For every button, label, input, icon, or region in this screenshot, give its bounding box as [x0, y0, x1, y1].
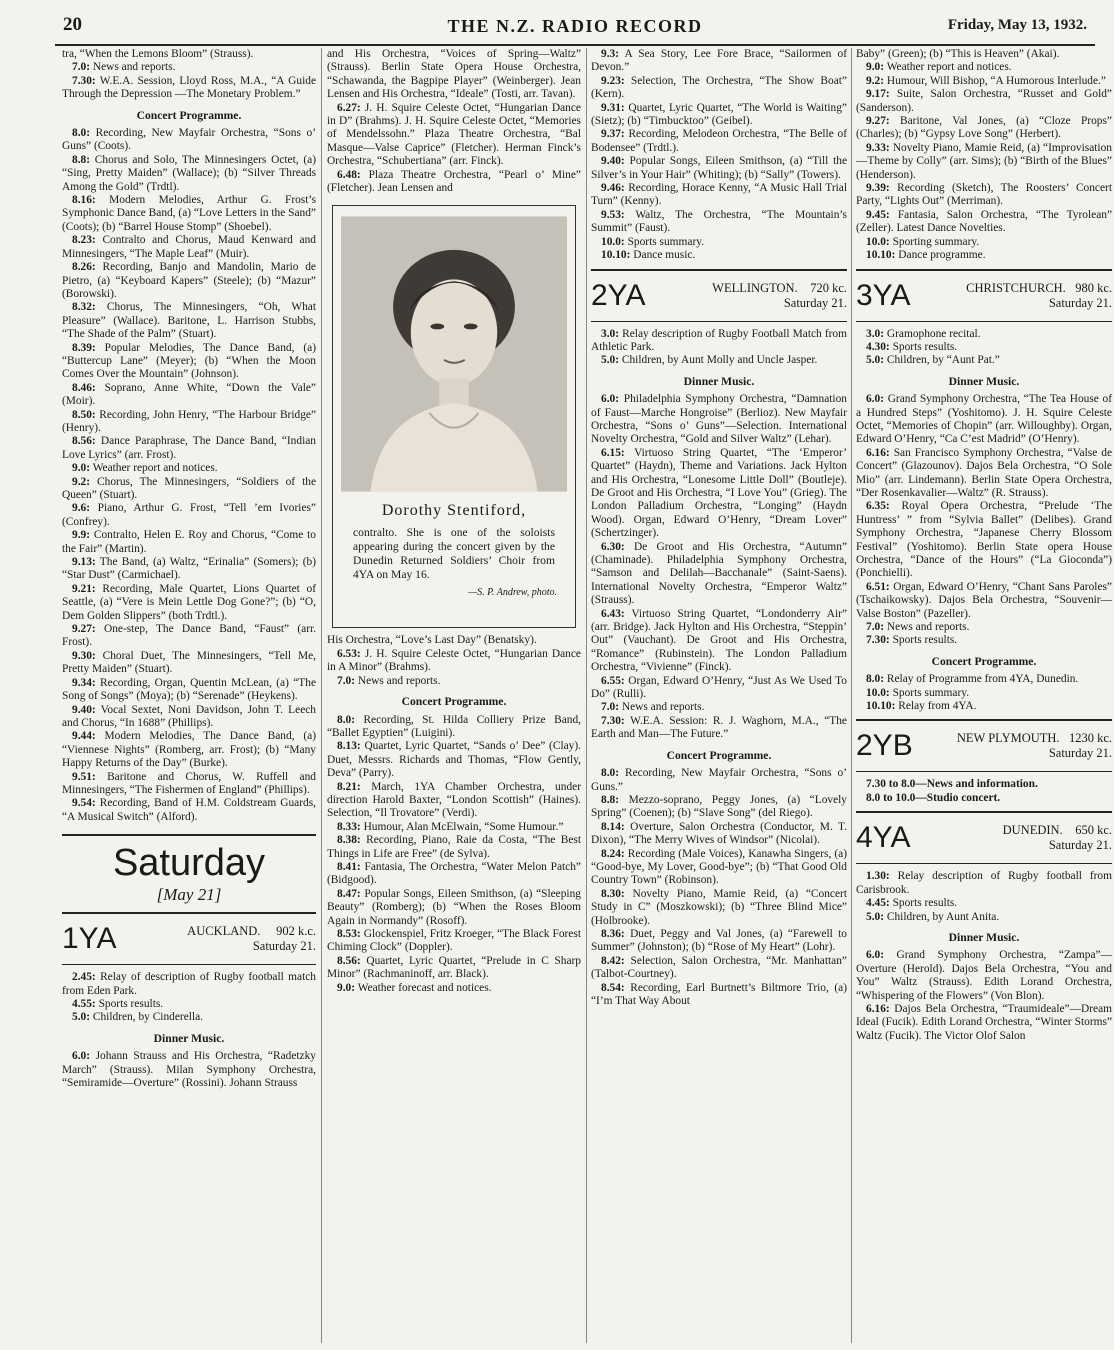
programme-entry: Baby” (Green); (b) “This is Heaven” (Akai).	[856, 48, 1060, 60]
programme-entry: 9.31: Quartet, Lyric Quartet, “The World is Waiting” (Sietz); (b) “Timbucktoo” (Geibel).	[591, 101, 847, 128]
station-header-1ya	[62, 912, 316, 965]
station-info	[928, 281, 1112, 311]
programme-list	[856, 778, 1112, 805]
programme-entry: 6.48: Plaza Theatre Orchestra, “Pearl o’ Mine” (Fletcher). Jean Lensen and	[327, 168, 581, 195]
programme-entry: 9.13: The Band, (a) Waltz, “Erinalia” (Somers); (b) “Star Dust” (Carmichael).	[62, 556, 316, 582]
programme-entry: 9.46: Recording, Horace Kenny, “A Music Hall Trial Turn” (Kenny).	[591, 182, 847, 208]
station-frequency: 720 kc.	[810, 280, 847, 295]
programme-entry: 9.27: One-step, The Dance Band, “Faust” (arr. Frost).	[62, 623, 316, 649]
programme-entry: 9.54: Recording, Band of H.M. Coldstream Guards, “A Musical Switch” (Alford).	[62, 797, 316, 823]
programme-list	[856, 393, 1112, 648]
station-callsign: 2YA	[591, 278, 646, 312]
section-heading: Dinner Music.	[683, 374, 755, 388]
programme-entry: 6.0: Johann Strauss and His Orchestra, “Radetzky March” (Strauss). Milan Symphony Orchestra, “Semiramide—Overture” (Rossini). Johann Strauss	[62, 1050, 316, 1089]
station-callsign: 1YA	[62, 922, 117, 956]
programme-entry: 8.14: Overture, Salon Orchestra (Conductor, M. T. Dixon), “The Merry Wives of Windsor” (Nicolai).	[591, 820, 847, 847]
programme-entry: 8.0: Recording, St. Hilda Colliery Prize Band, “Ballet Egyptien” (Luigini).	[327, 713, 581, 739]
programme-list	[591, 767, 847, 1008]
saturday-banner	[62, 834, 316, 906]
station-callsign: 2YB	[856, 729, 913, 763]
section-heading: Concert Programme.	[401, 695, 507, 709]
station-header-2yb	[856, 719, 1112, 772]
station-frequency: 1230 kc.	[1068, 731, 1112, 746]
programme-entry: 9.44: Modern Melodies, The Dance Band, (a) “Viennese Nights” (Romberg, arr. Frost); (b) “Many Happy Returns of the Day” (Burke).	[62, 730, 316, 770]
programme-entry: 6.51: Organ, Edward O’Henry, “Chant Sans Paroles” (Tschaikowsky). Dajos Bela Orchestra, “Souvenir—Valse Boston” (Pazeller).	[856, 580, 1112, 620]
day-date: [May 21]	[156, 885, 222, 905]
programme-entry: 7.0: News and reports.	[337, 674, 441, 687]
programme-entry: 8.0 to 10.0—Studio concert.	[866, 791, 1001, 804]
programme-entry: 9.40: Vocal Sextet, Noni Davidson, John T. Leech and Chorus, “In 1688” (Phillips).	[62, 703, 316, 729]
station-city: CHRISTCHURCH.	[966, 280, 1066, 295]
section-heading: Dinner Music.	[948, 930, 1020, 944]
programme-entry: 4.55: Sports results.	[72, 997, 164, 1010]
programme-entry: 7.30: Sports results.	[866, 634, 958, 647]
programme-entry: 8.53: Glockenspiel, Fritz Kroeger, “The Black Forest Chiming Clock” (Doppler).	[327, 928, 581, 954]
programme-entry: 5.0: Children, by Cinderella.	[72, 1011, 203, 1024]
programme-entry: 5.0: Children, by Aunt Molly and Uncle Jasper.	[601, 354, 818, 367]
station-city: DUNEDIN.	[1002, 823, 1063, 838]
programme-entry: 4.45: Sports results.	[866, 897, 958, 910]
programme-entry: 3.0: Gramophone recital.	[866, 327, 981, 340]
section-heading: Concert Programme.	[931, 654, 1037, 668]
station-info	[928, 731, 1112, 761]
programme-entry: 1.30: Relay description of Rugby football from Carisbrook.	[856, 870, 1112, 896]
programme-entry: 6.15: Virtuoso String Quartet, “The ‘Emperor’ Quartet” (Haydn), Theme and Variations. Jack Hylton and His Orchestra, “Lonesome Little Doll” (Boutleje). De Groot and His Orchestra, “I Love You” (Grieg). The London Palladium Orchestra, “Longing” (Haydn Wood). Organ, Edward O’Henry, “Dream Lover” (Schertzinger).	[591, 446, 847, 540]
programme-list	[62, 127, 316, 824]
programme-entry: 9.21: Recording, Male Quartet, Lions Quartet of Seattle, (a) “Vere is Mein Lettle Dog Gone?”; (b) “O, Dem Golden Slippers” (both Trdtl.).	[62, 582, 316, 622]
photo-caption: contralto. She is one of the soloists appearing during the concert given by the Dunedin Returned Soldiers’ Choir from 4YA on May 16.	[353, 525, 555, 581]
programme-entry: 8.0: Recording, New Mayfair Orchestra, “Sons o’ Guns.”	[591, 767, 847, 793]
column-1	[62, 48, 316, 1090]
programme-entry: 9.3: A Sea Story, Lee Fore Brace, “Sailormen of Devon.”	[591, 48, 847, 74]
station-header-3ya	[856, 269, 1112, 322]
programme-entry: 8.8: Chorus and Solo, The Minnesingers Octet, (a) “Sing, Pretty Maiden” (Wallace); (b) “Silver Threads Among the Gold” (Trdtl).	[62, 153, 316, 193]
programme-entry: 9.0: Weather forecast and notices.	[337, 981, 492, 994]
programme-list	[856, 870, 1112, 924]
page-number: 20	[63, 14, 82, 35]
programme-entry: 8.33: Humour, Alan McElwain, “Some Humour.”	[337, 820, 564, 833]
station-day: Saturday 21.	[1048, 295, 1112, 310]
programme-list	[591, 393, 847, 742]
programme-entry: 9.37: Recording, Melodeon Orchestra, “The Belle of Bodensee” (Trdtl.).	[591, 128, 847, 154]
programme-list	[856, 328, 1112, 368]
programme-entry: 8.47: Popular Songs, Eileen Smithson, (a) “Sleeping Beauty” (Romberg); (b) “When the Roses Bloom Again in Normandy” (Rosoff).	[327, 887, 581, 927]
programme-entry: 5.0: Children, by Aunt Anita.	[866, 910, 1000, 923]
programme-entry: 8.56: Quartet, Lyric Quartet, “Prelude in C Sharp Minor” (Rachmaninoff, arr. Black).	[327, 954, 581, 981]
programme-entry: 8.38: Recording, Piano, Raie da Costa, “The Best Things in Life are Free” (de Sylva).	[327, 834, 581, 860]
section-heading: Dinner Music.	[948, 374, 1020, 388]
programme-entry: 4.30: Sports results.	[866, 340, 958, 353]
station-info	[928, 823, 1112, 853]
programme-entry: 9.6: Piano, Arthur G. Frost, “Tell ’em Ivories” (Confrey).	[62, 502, 316, 528]
programme-entry: 7.30: W.E.A. Session: R. J. Waghorn, M.A., “The Earth and Man—The Future.”	[591, 714, 847, 741]
station-day: Saturday 21.	[1048, 746, 1112, 761]
programme-entry: 8.42: Selection, Salon Orchestra, “Mr. Manhattan” (Talbot-Courtney).	[591, 954, 847, 981]
station-header-4ya	[856, 811, 1112, 864]
station-city: NEW PLYMOUTH.	[956, 731, 1060, 746]
programme-entry: 9.0: Weather report and notices.	[866, 61, 1012, 74]
station-city: AUCKLAND.	[187, 924, 261, 939]
programme-entry: 7.30 to 8.0—News and information.	[866, 778, 1038, 791]
programme-list	[856, 949, 1112, 1043]
programme-entry: 2.45: Relay of description of Rugby football match from Eden Park.	[62, 971, 316, 997]
programme-entry: 8.41: Fantasia, The Orchestra, “Water Melon Patch” (Bidgood).	[327, 860, 581, 887]
page-header	[55, 14, 1095, 40]
programme-entry: 9.51: Baritone and Chorus, W. Ruffell and Minnesingers, “The Fishermen of England” (Phillips).	[62, 770, 316, 796]
programme-entry: 10.0: Sporting summary.	[866, 235, 980, 248]
programme-entry: 9.39: Recording (Sketch), The Roosters’ Concert Party, “Lights Out” (Merriman).	[856, 182, 1112, 208]
station-day: Saturday 21.	[1048, 838, 1112, 853]
programme-entry: 8.8: Mezzo-soprano, Peggy Jones, (a) “Lovely Spring” (Coenen); (b) “Slave Song” (del Riego).	[591, 793, 847, 820]
programme-list	[591, 328, 847, 368]
station-header-2ya	[591, 269, 847, 322]
programme-entry: 6.55: Organ, Edward O’Henry, “Just As We Used To Do” (Rulli).	[591, 674, 847, 701]
programme-list	[327, 48, 581, 195]
issue-date: Friday, May 13, 1932.	[947, 17, 1087, 33]
programme-entry: 7.0: News and reports.	[601, 701, 705, 714]
programme-entry: 10.10: Dance music.	[601, 249, 696, 262]
programme-list	[327, 634, 581, 688]
programme-entry: 8.26: Recording, Banjo and Mandolin, Mario de Pietro, (a) “Keyboard Kapers” (Steele); (b) “Mazur” (Borowski).	[62, 261, 316, 300]
programme-entry: 8.32: Chorus, The Minnesingers, “Oh, What Pleasure” (Wallace). Baritone, L. Harrison Stubbs, “The Shade of the Palm” (Stuart).	[62, 301, 316, 341]
programme-entry: 8.50: Recording, John Henry, “The Harbour Bridge” (Henry).	[62, 408, 316, 434]
programme-entry: 7.30: W.E.A. Session, Lloyd Ross, M.A., “A Guide Through the Depression —The Monetary Problem.”	[62, 74, 316, 101]
programme-entry: 5.0: Children, by “Aunt Pat.”	[866, 354, 1000, 367]
column-4	[856, 48, 1112, 1043]
programme-entry: 9.53: Waltz, The Orchestra, “The Mountain’s Summit” (Faust).	[591, 208, 847, 235]
programme-entry: 10.10: Dance programme.	[866, 249, 986, 262]
programme-entry: 8.54: Recording, Earl Burtnett’s Biltmore Trio, (a) “I’m That Way About	[591, 981, 847, 1007]
programme-entry: 10.0: Sports summary.	[601, 235, 705, 248]
programme-entry: 8.0: Recording, New Mayfair Orchestra, “Sons o’ Guns” (Coots).	[62, 127, 316, 153]
section-heading: Dinner Music.	[153, 1031, 225, 1045]
programme-entry: 6.53: J. H. Squire Celeste Octet, “Hungarian Dance in A Minor” (Brahms).	[327, 647, 581, 674]
programme-entry: 8.21: March, 1YA Chamber Orchestra, under direction Harold Baxter, “London Scottish” (Haines). Selection, “Il Trovatore” (Verdi).	[327, 780, 581, 820]
station-day: Saturday 21.	[783, 295, 847, 310]
station-callsign: 4YA	[856, 821, 911, 855]
programme-list	[856, 48, 1112, 263]
programme-entry: 10.10: Relay from 4YA.	[866, 700, 977, 713]
programme-entry: 9.2: Humour, Will Bishop, “A Humorous Interlude.”	[866, 74, 1106, 87]
programme-entry: 9.9: Contralto, Helen E. Roy and Chorus, “Come to the Fair” (Martin).	[62, 529, 316, 555]
programme-entry: His Orchestra, “Love’s Last Day” (Benatsky).	[327, 634, 537, 647]
programme-entry: 8.36: Duet, Peggy and Val Jones, (a) “Farewell to Summer” (Johnston); (b) “Rose of My Heart” (Lohr).	[591, 927, 847, 954]
programme-entry: 8.56: Dance Paraphrase, The Dance Band, “Indian Love Lyrics” (arr. Frost).	[62, 435, 316, 461]
programme-entry: 8.39: Popular Melodies, The Dance Band, (a) “Buttercup Lane” (Meyer); (b) “When the Moon Comes Over the Mountain” (Johnson).	[62, 341, 316, 381]
programme-entry: 9.45: Fantasia, Salon Orchestra, “The Tyrolean” (Zeller). Latest Dance Novelties.	[856, 208, 1112, 235]
programme-list	[62, 48, 316, 102]
programme-entry: and His Orchestra, “Voices of Spring—Waltz” (Strauss). Berlin State Opera House Orchestra, “Schawanda, the Bagpipe Player” (Weinberger). Jean Lensen and His Orchestra, “Ideale” (Tosti, arr. Tavan).	[327, 48, 581, 101]
programme-entry: 8.13: Quartet, Lyric Quartet, “Sands o’ Dee” (Clay). Duet, Messrs. Richards and Thomas, “Flow Gently, Deva” (Parry).	[327, 740, 581, 780]
programme-list	[856, 673, 1112, 713]
programme-entry: 9.2: Chorus, The Minnesingers, “Soldiers of the Queen” (Stuart).	[62, 475, 316, 501]
programme-entry: 6.35: Royal Opera Orchestra, “Prelude ‘The Huntress’ ” from “Sylvia Ballet” (Delibes). Grand Symphony Orchestra, “Japanese Cherry Blossom Festival” (Yoshitomo). Berlin State opera House Orchestra, “Dance of the Hours” (“La Gioconda”) (Ponchielli).	[856, 500, 1112, 580]
column-divider	[851, 48, 852, 1343]
programme-entry: 8.24: Recording (Male Voices), Kanawha Singers, (a) “Good-bye, My Lover, Good-bye”; (b) “That Good Old Country Town” (Robinson).	[591, 847, 847, 887]
station-city: WELLINGTON.	[712, 280, 798, 295]
programme-entry: 7.0: News and reports.	[72, 61, 176, 74]
publication-title: THE N.Z. RADIO RECORD	[447, 16, 703, 36]
programme-entry: 9.40: Popular Songs, Eileen Smithson, (a) “Till the Silver’s in Your Hair” (Whiting); (b) “Sally” (Towers).	[591, 155, 847, 181]
programme-entry: 8.16: Modern Melodies, Arthur G. Frost’s Symphonic Dance Band, (a) “Love Letters in the Sand” (Coots); (b) “Barrel House Stomp” (Shoebel).	[62, 194, 316, 233]
programme-entry: 6.0: Grand Symphony Orchestra, “Zampa”—Overture (Herold). Dajos Bela Orchestra, “You and You” Waltz (Strauss). Edith Lorand Orchestra, “Whispering of the Flowers” (Von Blon).	[856, 949, 1112, 1002]
photo-credit: —S. P. Andrew, photo.	[468, 586, 557, 598]
station-frequency: 980 kc.	[1075, 280, 1112, 295]
programme-entry: tra, “When the Lemons Bloom” (Strauss).	[62, 48, 254, 60]
programme-list	[62, 1050, 316, 1090]
programme-entry: 8.46: Soprano, Anne White, “Down the Vale” (Moir).	[62, 381, 316, 408]
portrait-image	[341, 214, 567, 494]
column-divider	[586, 48, 587, 1343]
day-title: Saturday	[112, 842, 266, 885]
programme-entry: 9.27: Baritone, Val Jones, (a) “Cloze Props” (Charles); (b) “Gypsy Love Song” (Herbert).	[856, 115, 1112, 141]
programme-list	[591, 48, 847, 263]
programme-entry: 3.0: Relay description of Rugby Football Match from Athletic Park.	[591, 327, 847, 353]
programme-entry: 6.0: Philadelphia Symphony Orchestra, “Damnation of Faust—Marche Hongroise” (Berlioz). New Mayfair Orchestra, “Sons o’ Guns”—Selection. International Novelty Orchestra, “Gold and Silver Waltz” (Lehar).	[591, 393, 847, 446]
programme-entry: 9.23: Selection, The Orchestra, “The Show Boat” (Kern).	[591, 74, 847, 101]
station-day: Saturday 21.	[252, 939, 316, 954]
station-info	[134, 924, 316, 954]
programme-entry: 8.30: Novelty Piano, Mamie Reid, (a) “Concert Study in C” (Moszkowski); (b) “Three Blind Mice” (Holbrooke).	[591, 887, 847, 927]
programme-entry: 6.0: Grand Symphony Orchestra, “The Tea House of a Hundred Steps” (Yoshitomo). J. H. Squire Celeste Octet, “Memories of Chopin” (arr. Willoughby). Organ, Edward O’Henry, “Ca C’est Madrid” (O’Henry).	[856, 393, 1112, 446]
station-frequency: 650 kc.	[1075, 823, 1112, 838]
portrait-photo	[332, 205, 576, 628]
programme-entry: 6.43: Virtuoso String Quartet, “Londonderry Air” (arr. Bridge). Jack Hylton and His Orchestra, “Steppin’ Out” (Vauchant). De Groot and His Orchestra, “Romance” (Rubinstein). The London Palladium Orchestra, “Vivienne” (Finck).	[591, 607, 847, 674]
programme-entry: 8.0: Relay of Programme from 4YA, Dunedin.	[866, 673, 1079, 686]
programme-list	[327, 714, 581, 996]
programme-entry: 10.0: Sports summary.	[866, 686, 970, 699]
header-rule	[55, 44, 1095, 46]
column-3	[591, 48, 847, 1008]
section-heading: Concert Programme.	[136, 108, 242, 122]
station-frequency: 902 k.c.	[276, 924, 316, 939]
programme-entry: 6.16: San Francisco Symphony Orchestra, “Valse de Concert” (Glazounov). Dajos Bela Orchestra, “O Sole Mio” (arr. Lindemann). Berlin State Opera Orchestra, “Der Rosenkavalier—Waltz” (R. Strauss).	[856, 446, 1112, 499]
station-callsign: 3YA	[856, 278, 911, 312]
column-2	[327, 48, 581, 995]
programme-entry: 9.17: Suite, Salon Orchestra, “Russet and Gold” (Sanderson).	[856, 88, 1112, 114]
programme-entry: 9.0: Weather report and notices.	[72, 462, 218, 475]
programme-entry: 6.27: J. H. Squire Celeste Octet, “Hungarian Dance in D” (Brahms). J. H. Squire Celeste Octet, “Memories of Mendelssohn.” Plaza Theatre Orchestra, “Bal Masque—Valse Caprice” (Fletcher). Herman Finck’s Orchestra, “Schubertiana” (arr. Finck).	[327, 101, 581, 168]
programme-entry: 8.23: Contralto and Chorus, Maud Kenward and Minnesingers, “The Maple Leaf” (Muir).	[62, 234, 316, 260]
programme-list	[62, 971, 316, 1025]
station-info	[663, 281, 847, 311]
photo-subject-name: Dorothy Stentiford,	[381, 502, 527, 520]
section-heading: Concert Programme.	[666, 748, 772, 762]
programme-entry: 9.33: Novelty Piano, Mamie Reid, (a) “Improvisation—Theme by Colly” (arr. Sims); (b) “Birth of the Blues” (Henderson).	[856, 141, 1112, 181]
programme-entry: 9.30: Choral Duet, The Minnesingers, “Tell Me, Pretty Maiden” (Stuart).	[62, 649, 316, 676]
column-divider	[321, 48, 322, 1343]
programme-entry: 6.30: De Groot and His Orchestra, “Autumn” (Chaminade). Philadelphia Symphony Orchestra, “Samson and Delilah—Bacchanale” (Saint-Saens). International Novelty Orchestra, “Emperor Waltz” (Strauss).	[591, 540, 847, 607]
programme-entry: 7.0: News and reports.	[866, 621, 970, 634]
programme-entry: 6.16: Dajos Bela Orchestra, “Traumideale”—Dream Ideal (Fucik). Edith Lorand Orchestra, “Winter Storms” Waltz (Fucik). The Victor Olof Salon	[856, 1002, 1112, 1042]
programme-entry: 9.34: Recording, Organ, Quentin McLean, (a) “The Song of Songs” (Moya); (b) “Serenade” (Heykens).	[62, 676, 316, 703]
